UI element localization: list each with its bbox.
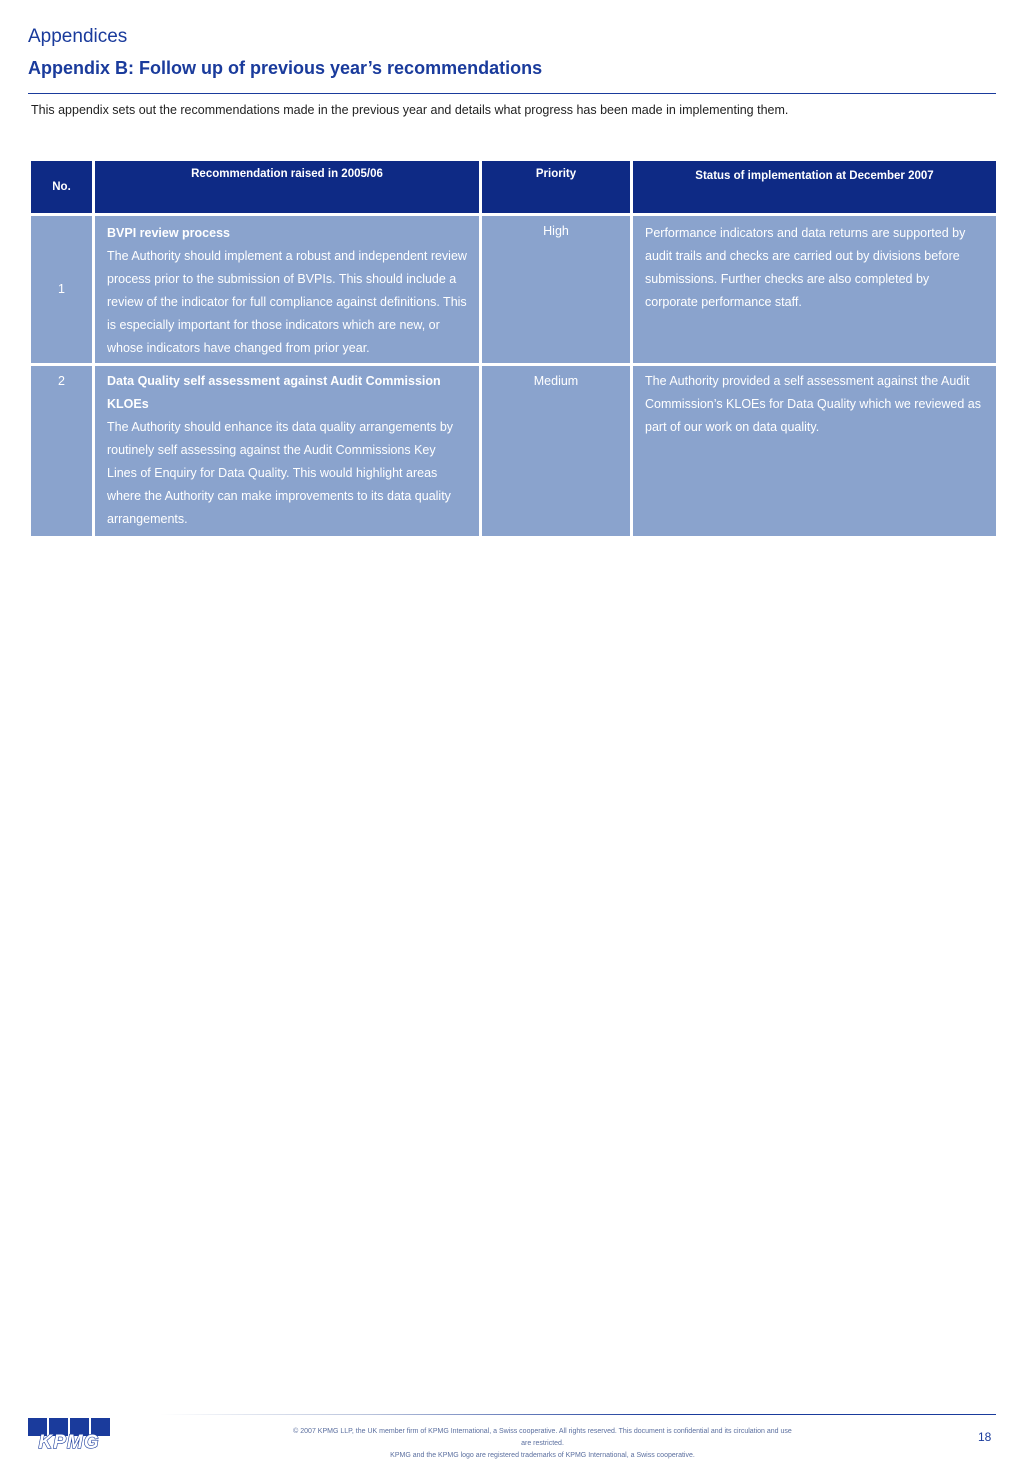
table-header-row bbox=[31, 161, 996, 213]
recommendation-cell bbox=[95, 216, 479, 363]
copyright-line-2: are restricted. bbox=[521, 1440, 564, 1447]
recommendation-cell bbox=[95, 366, 479, 536]
intro-text: This appendix sets out the recommendations made in the previous year and details what progress has been made in implementing them. bbox=[31, 103, 789, 117]
copyright-line-1: © 2007 KPMG LLP, the UK member firm of KPMG International, a Swiss cooperative. All rights reserved. This document is confidential and its circulation and use bbox=[293, 1428, 792, 1435]
status-cell: Performance indicators and data returns are supported by audit trails and checks are carried out by divisions before submissions. Further checks are also completed by corporate performance staff. bbox=[633, 216, 996, 363]
status-cell: The Authority provided a self assessment against the Audit Commission’s KLOEs for Data Quality which we reviewed as part of our work on data quality. bbox=[633, 366, 996, 536]
row-number: 1 bbox=[31, 216, 92, 363]
footer-copyright bbox=[260, 1426, 825, 1462]
priority-cell: Medium bbox=[482, 366, 630, 536]
header-priority: Priority bbox=[482, 161, 630, 213]
page-title: Appendix B: Follow up of previous year’s recommendations bbox=[28, 58, 543, 78]
recommendation-body: The Authority should implement a robust and independent review process prior to the submission of BVPIs. This should include a review of the indicator for full compliance against definitions. This is especially important for those indicators which are new, or whose indicators have changed from prior year. bbox=[107, 249, 467, 355]
copyright-line-3: KPMG and the KPMG logo are registered trademarks of KPMG International, a Swiss cooperative. bbox=[390, 1452, 695, 1459]
header-no: No. bbox=[31, 161, 92, 213]
logo-wordmark: KPMG bbox=[38, 1432, 100, 1451]
footer-divider bbox=[160, 1414, 996, 1415]
priority-cell: High bbox=[482, 216, 630, 363]
recommendation-title: Data Quality self assessment against Audit Commission KLOEs bbox=[107, 374, 441, 411]
table-row bbox=[31, 216, 996, 363]
page-number: 18 bbox=[978, 1430, 992, 1444]
table-row bbox=[31, 366, 996, 536]
header-status: Status of implementation at December 2007 bbox=[633, 161, 996, 213]
title-divider bbox=[28, 93, 996, 94]
kpmg-logo bbox=[27, 1417, 111, 1451]
recommendation-body: The Authority should enhance its data quality arrangements by routinely self assessing against the Audit Commissions Key Lines of Enquiry for Data Quality. This would highlight areas where the Authority can make improvements to its data quality arrangements. bbox=[107, 420, 454, 526]
section-label: Appendices bbox=[28, 26, 128, 47]
row-number: 2 bbox=[31, 366, 92, 536]
recommendation-title: BVPI review process bbox=[107, 226, 230, 240]
header-recommendation: Recommendation raised in 2005/06 bbox=[95, 161, 479, 213]
recommendations-table bbox=[28, 158, 999, 539]
